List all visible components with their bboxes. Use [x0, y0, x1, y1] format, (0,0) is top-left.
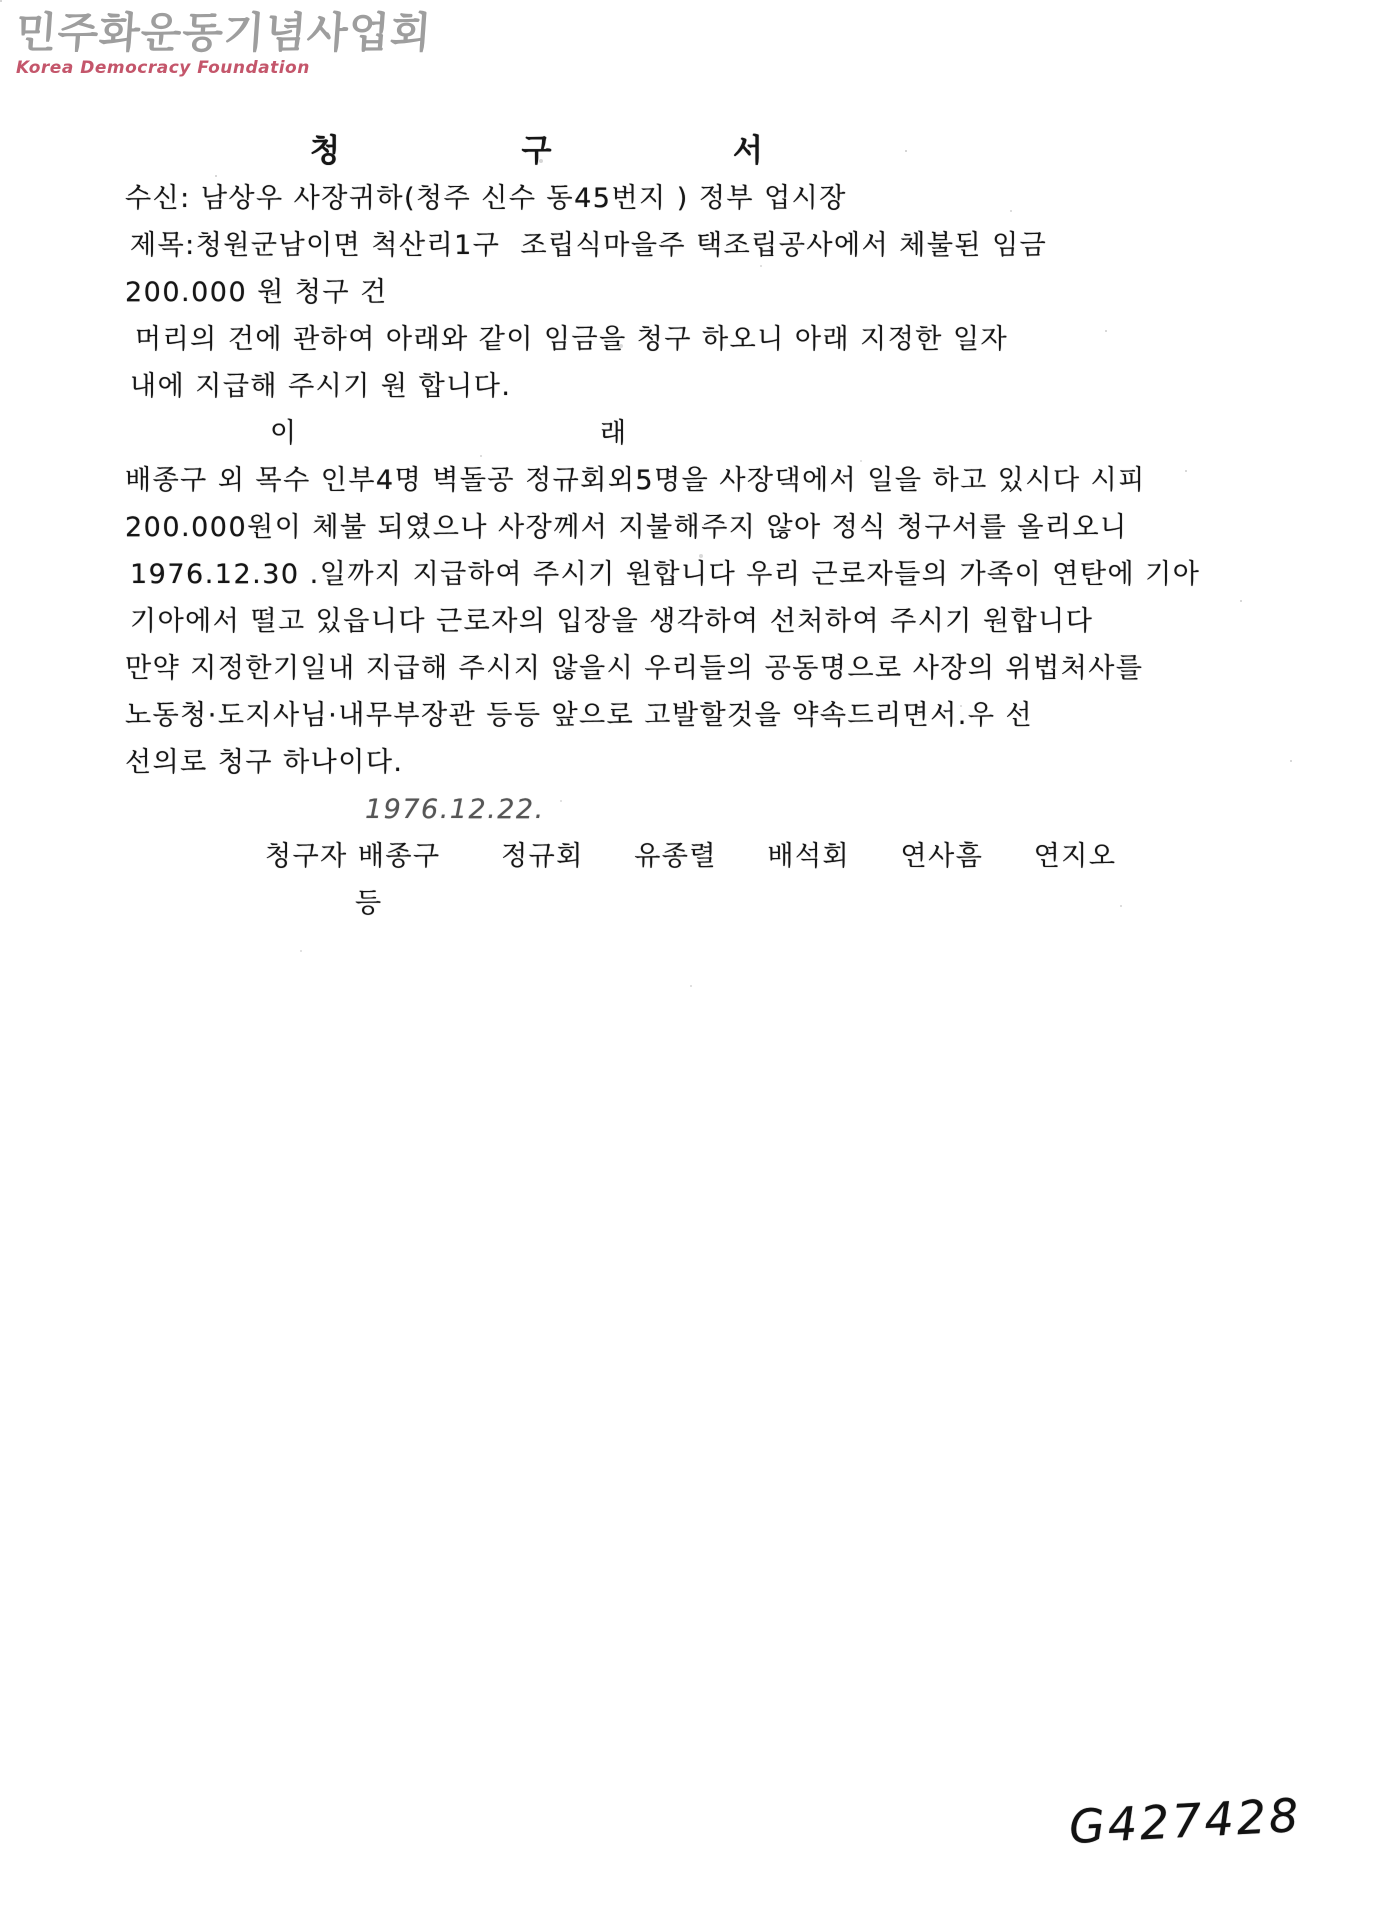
claimants-line: 청구자 배종구 정규회 유종렬 배석회 연사흠 연지오	[265, 841, 1117, 872]
date-line: 1976.12.22.	[365, 794, 545, 825]
body-line: 선의로 청구 하나이다.	[125, 747, 404, 778]
below-header-line: 이 래	[270, 418, 628, 449]
document-title: 청 구 서	[310, 133, 767, 169]
etc-label: 등	[355, 888, 383, 919]
body-line: 노동청·도지사님·내무부장관 등등 앞으로 고발할것을 약속드리면서.우 선	[125, 700, 1034, 731]
body-line: 내에 지급해 주시기 원 합니다.	[130, 371, 512, 402]
handwritten-archive-number: G427428	[1067, 1787, 1303, 1855]
body-line: 200.000원이 체불 되였으나 사장께서 지불해주지 않아 정식 청구서를 올리오니	[125, 512, 1128, 543]
korea-democracy-foundation-logo	[16, 10, 432, 78]
body-line: 기아에서 떨고 있읍니다 근로자의 입장을 생각하여 선처하여 주시기 원합니다	[130, 606, 1094, 637]
body-line: 머리의 건에 관하여 아래와 같이 임금을 청구 하오니 아래 지정한 일자	[135, 324, 1009, 355]
recipient-line: 수신: 남상우 사장귀하(청주 신수 동45번지 ) 정부 업시장	[125, 183, 847, 214]
logo-english-text: Korea Democracy Foundation	[16, 58, 310, 79]
amount-line: 200.000 원 청구 건	[125, 277, 388, 308]
body-line: 만약 지정한기일내 지급해 주시지 않을시 우리들의 공동명으로 사장의 위법처사를	[125, 653, 1144, 684]
scanned-letter	[125, 128, 1285, 927]
body-line: 1976.12.30 .일까지 지급하여 주시기 원합니다 우리 근로자들의 가족이 연탄에 기아	[130, 559, 1201, 590]
subject-line: 제목:청원군남이면 척산리1구 조립식마을주 택조립공사에서 체불된 임금	[130, 230, 1048, 261]
scan-noise	[0, 0, 2, 2]
body-line: 배종구 외 목수 인부4명 벽돌공 정규회외5명을 사장댁에서 일을 하고 있시다 시피	[125, 465, 1146, 496]
logo-korean-text: 민주화운동기념사업회	[14, 8, 434, 57]
